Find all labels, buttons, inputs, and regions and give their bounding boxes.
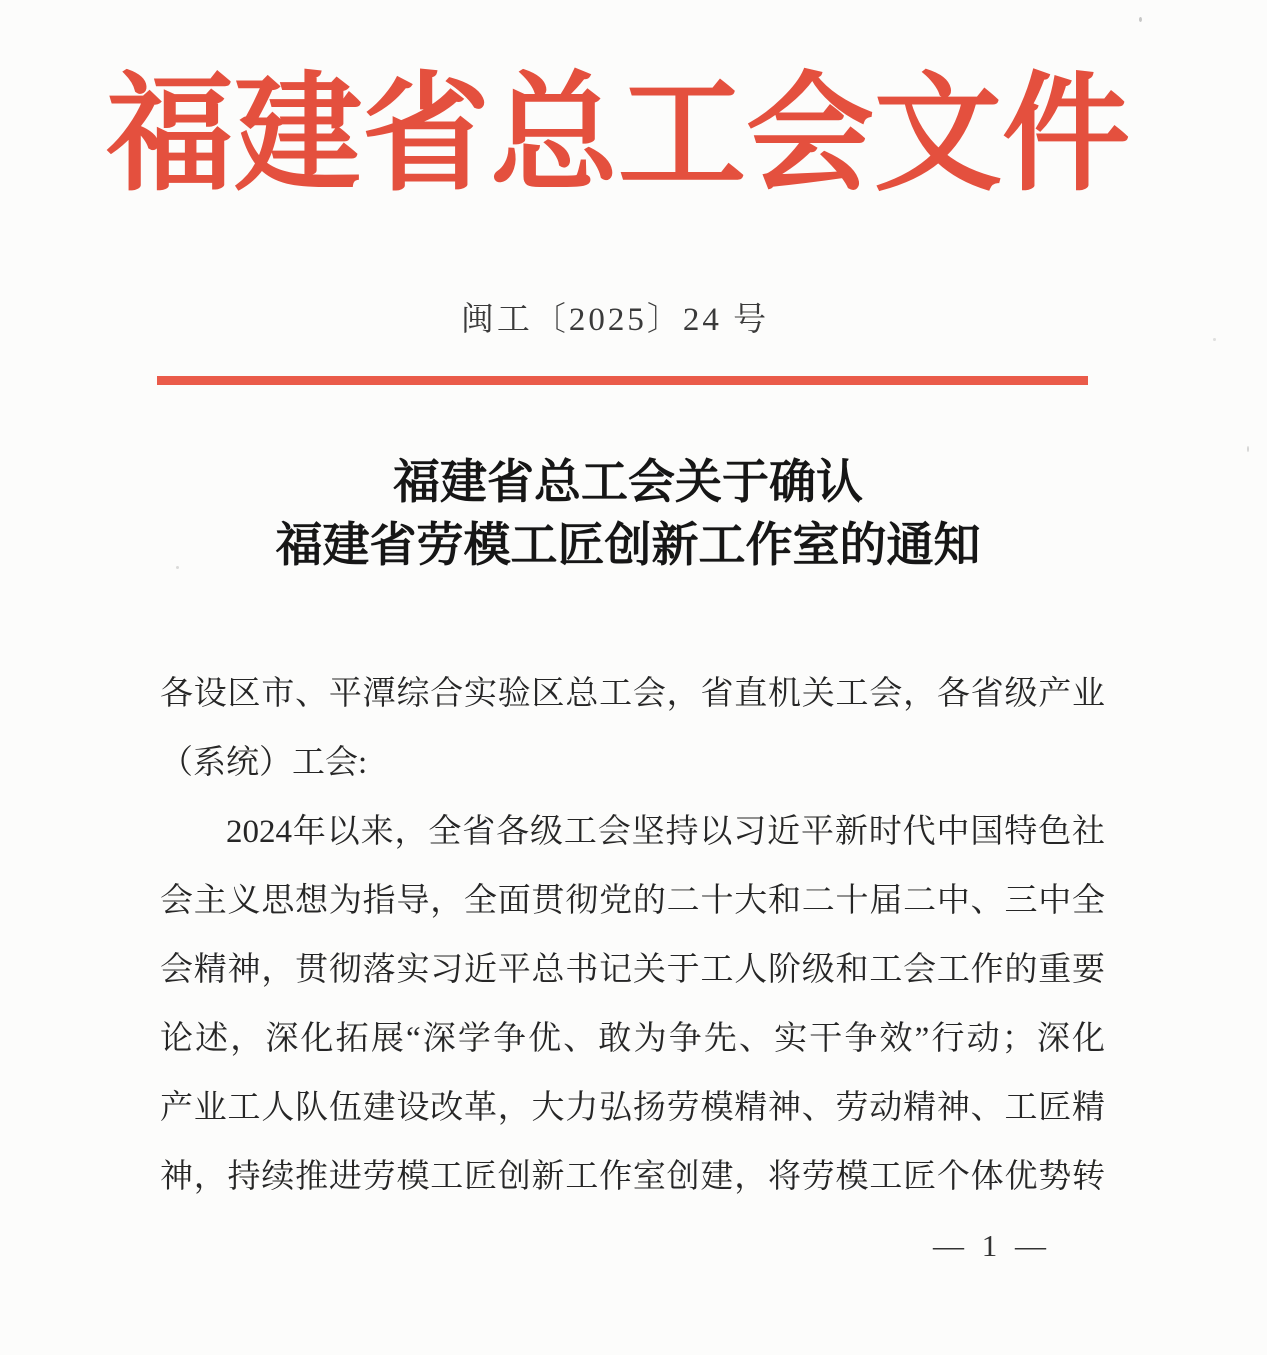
body-line: 会主义思想为指导，全面贯彻党的二十大和二十届二中、三中全 (160, 883, 1105, 919)
red-divider-rule (157, 376, 1088, 385)
document-number: 闽工〔2025〕24 号 (460, 302, 770, 338)
body-line: （系统）工会: (160, 745, 368, 781)
body-line: 2024年以来，全省各级工会坚持以习近平新时代中国特色社 (226, 814, 1105, 850)
body-line: 神，持续推进劳模工匠创新工作室创建，将劳模工匠个体优势转 (160, 1159, 1105, 1195)
scan-speck (1213, 338, 1216, 341)
body-line: 会精神，贯彻落实习近平总书记关于工人阶级和工会工作的重要 (160, 952, 1105, 988)
document-title-line-1: 福建省总工会关于确认 (393, 457, 863, 509)
masthead-title: 福建省总工会文件 (105, 64, 1130, 206)
body-line: 产业工人队伍建设改革，大力弘扬劳模精神、劳动精神、工匠精 (160, 1090, 1105, 1126)
scan-speck (1247, 446, 1249, 452)
body-line: 论述，深化拓展“深学争优、敢为争先、实干争效”行动；深化 (160, 1021, 1105, 1057)
document-title-line-2: 福建省劳模工匠创新工作室的通知 (275, 520, 981, 572)
page-number: — 1 — (933, 1228, 1051, 1263)
scan-speck (1139, 17, 1142, 22)
body-text (160, 660, 1105, 1212)
document-title (0, 452, 1256, 578)
scan-speck (176, 566, 179, 569)
body-line: 各设区市、平潭综合实验区总工会，省直机关工会，各省级产业 (160, 676, 1105, 712)
